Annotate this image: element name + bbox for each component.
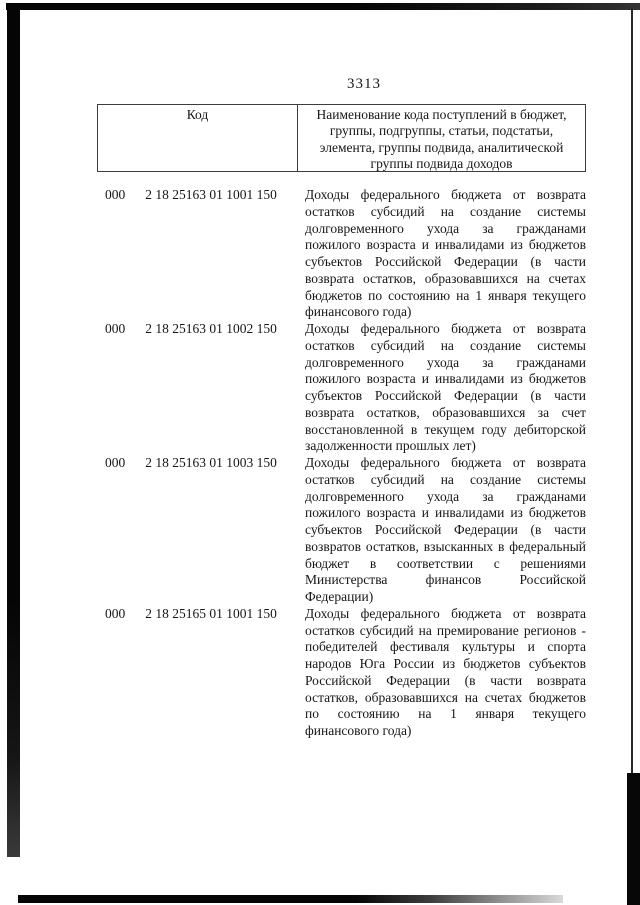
income-name-cell: Доходы федерального бюджета от возврата остатков субсидий на создание системы долговременного ухода за гражданами пожилого возраста и инвалидами из бюджетов субъектов Российской Федерации (в части возврата остатков, образовавшихся за счет восстановленной в текущем году дебиторской задолженности прошлых лет) — [305, 321, 586, 454]
budget-code: 2 18 25163 01 1001 150 — [145, 187, 277, 202]
budget-code: 2 18 25165 01 1001 150 — [145, 605, 277, 621]
budget-code-cell — [105, 321, 305, 338]
income-name-cell: Доходы федерального бюджета от возврата остатков субсидий на премирование регионов - победителей фестиваля культуры и спорта народов Юга России из бюджетов субъектов Российской Федерации (в части возврата остатков, образовавшихся на счетах бюджетов по состоянию на 1 января текущего финансового года) — [305, 605, 586, 738]
scan-edge-right-blob — [627, 773, 640, 905]
budget-code: 2 18 25163 01 1003 150 — [145, 455, 277, 470]
header-col-name: Наименование кода поступлений в бюджет, группы, подгруппы, статьи, подстатьи, элемента, группы подвида, аналитической группы подвида доходов — [316, 107, 567, 172]
budget-code-cell — [105, 455, 305, 472]
admin-code: 000 — [105, 187, 126, 202]
header-col-code: Код — [98, 105, 298, 171]
income-codes-table-header — [97, 104, 586, 172]
table-row — [105, 606, 586, 740]
budget-code-cell — [105, 606, 305, 623]
scan-edge-bottom — [18, 895, 563, 903]
scan-edge-top — [6, 3, 640, 10]
budget-code: 2 18 25163 01 1002 150 — [145, 321, 277, 336]
scan-edge-right-line — [631, 8, 633, 773]
table-row — [105, 321, 586, 455]
scan-edge-left — [7, 4, 20, 857]
table-row — [105, 455, 586, 606]
budget-code-cell — [105, 187, 305, 204]
table-row — [105, 187, 586, 321]
admin-code: 000 — [105, 455, 126, 470]
income-codes-table-body — [105, 187, 586, 740]
admin-code: 000 — [105, 605, 126, 621]
income-name-cell: Доходы федерального бюджета от возврата остатков субсидий на создание системы долговременного ухода за гражданами пожилого возраста и инвалидами из бюджетов субъектов Российской Федерации (в части возвратов остатков, взысканных в федеральный бюджет в соответствии с решениями Министерства финансов Российской Федерации) — [305, 455, 586, 604]
admin-code: 000 — [105, 321, 126, 336]
income-name-cell: Доходы федерального бюджета от возврата остатков субсидий на создание системы долговременного ухода за гражданами пожилого возраста и инвалидами из бюджетов субъектов Российской Федерации (в части возврата остатков, образовавшихся на счетах бюджетов по состоянию на 1 января текущего финансового года) — [305, 187, 586, 320]
page-number: 3313 — [347, 76, 381, 92]
